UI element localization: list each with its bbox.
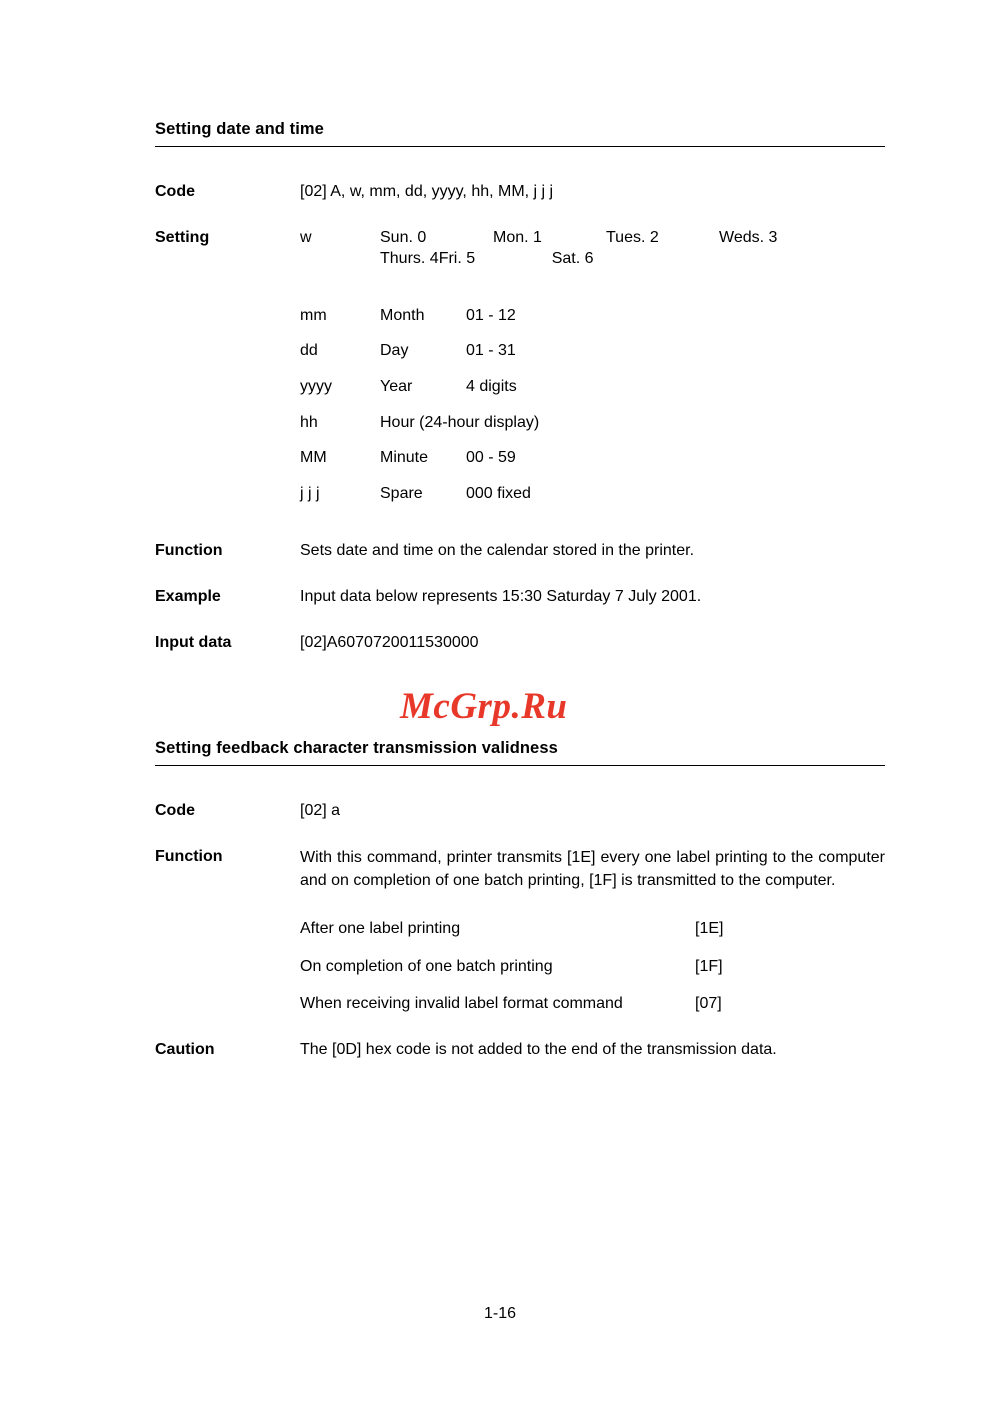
setting-field-mm <box>300 305 885 327</box>
setting-field-hh <box>300 412 885 434</box>
row-code-2 <box>155 800 885 822</box>
setting-field-dd <box>300 340 885 362</box>
row-function-1 <box>155 540 885 562</box>
weekday-sunday: Sun. 0 <box>380 228 427 246</box>
setting-desc-mm: Month <box>380 306 425 324</box>
row-input-data <box>155 632 885 654</box>
value-code-2: [02] a <box>300 802 341 820</box>
setting-desc-jjj: Spare <box>380 484 423 502</box>
setting-field-MM <box>300 447 885 469</box>
feedback-text-3: When receiving invalid label format command <box>300 995 623 1013</box>
value-function-2: With this command, printer transmits [1E] every one label printing to the computer and on completion of one batch printing, [1F] is transmitted to the computer. <box>300 848 885 889</box>
value-input-data: [02]A6070720011530000 <box>300 633 479 651</box>
weekday-code-list <box>380 227 885 269</box>
feedback-code-3: [07] <box>695 995 722 1013</box>
label-setting: Setting <box>155 228 210 246</box>
label-caution: Caution <box>155 1040 215 1058</box>
setting-desc-MM: Minute <box>380 449 429 467</box>
setting-desc-hh: Hour (24-hour display) <box>380 413 540 431</box>
feedback-code-1: [1E] <box>695 920 724 938</box>
value-example: Input data below represents 15:30 Saturday 7 July 2001. <box>300 587 702 605</box>
setting-key-mm: mm <box>300 306 327 324</box>
setting-range-dd: 01 - 31 <box>466 342 516 360</box>
value-setting <box>300 227 885 505</box>
weekday-wednesday: Weds. 3 <box>719 228 778 246</box>
feedback-row-after-label <box>300 918 885 940</box>
weekday-tuesday: Tues. 2 <box>606 228 659 246</box>
page-content <box>155 120 885 1061</box>
weekday-saturday: Sat. 6 <box>551 249 594 267</box>
weekday-thursday: Thurs. 4 <box>380 249 439 267</box>
setting-key-yyyy: yyyy <box>300 378 332 395</box>
setting-key-dd: dd <box>300 342 318 360</box>
label-example: Example <box>155 587 221 605</box>
setting-field-jjj <box>300 483 885 505</box>
value-code: [02] A, w, mm, dd, yyyy, hh, MM, j j j <box>300 183 554 200</box>
row-setting <box>155 227 885 505</box>
weekday-friday: Fri. 5 <box>438 249 476 267</box>
page-number: 1-16 <box>483 1305 517 1322</box>
label-function-2: Function <box>155 847 223 865</box>
label-code-2: Code <box>155 802 195 820</box>
setting-range-mm: 01 - 12 <box>466 306 516 324</box>
feedback-text-1: After one label printing <box>300 920 461 938</box>
setting-desc-yyyy: Year <box>380 378 413 395</box>
setting-field-yyyy <box>300 376 885 398</box>
setting-key-w: w <box>300 228 312 246</box>
section-heading-date-time: Setting date and time <box>155 120 885 147</box>
feedback-row-invalid-format <box>300 993 885 1015</box>
row-function-2 <box>155 846 885 1015</box>
feedback-text-2: On completion of one batch printing <box>300 957 553 975</box>
section-heading-feedback: Setting feedback character transmission validness <box>155 739 885 766</box>
label-code: Code <box>155 183 195 200</box>
setting-key-hh: hh <box>300 413 318 431</box>
setting-range-jjj: 000 fixed <box>466 484 531 502</box>
value-function-1: Sets date and time on the calendar stored in the printer. <box>300 542 695 560</box>
row-caution <box>155 1039 885 1061</box>
setting-desc-dd: Day <box>380 342 409 360</box>
setting-weekday-group <box>300 227 885 269</box>
setting-range-MM: 00 - 59 <box>466 449 516 467</box>
setting-key-jjj: j j j <box>300 484 320 502</box>
setting-range-yyyy: 4 digits <box>466 378 517 395</box>
row-code <box>155 181 885 203</box>
label-function-1: Function <box>155 542 223 560</box>
watermark-mcgrp: McGrp.Ru <box>400 686 568 727</box>
feedback-row-batch-complete <box>300 956 885 978</box>
feedback-code-2: [1F] <box>695 957 723 975</box>
weekday-monday: Mon. 1 <box>493 228 542 246</box>
value-caution: The [0D] hex code is not added to the end of the transmission data. <box>300 1040 777 1058</box>
label-input-data: Input data <box>155 633 232 651</box>
row-example <box>155 586 885 608</box>
setting-key-MM: MM <box>300 449 327 467</box>
